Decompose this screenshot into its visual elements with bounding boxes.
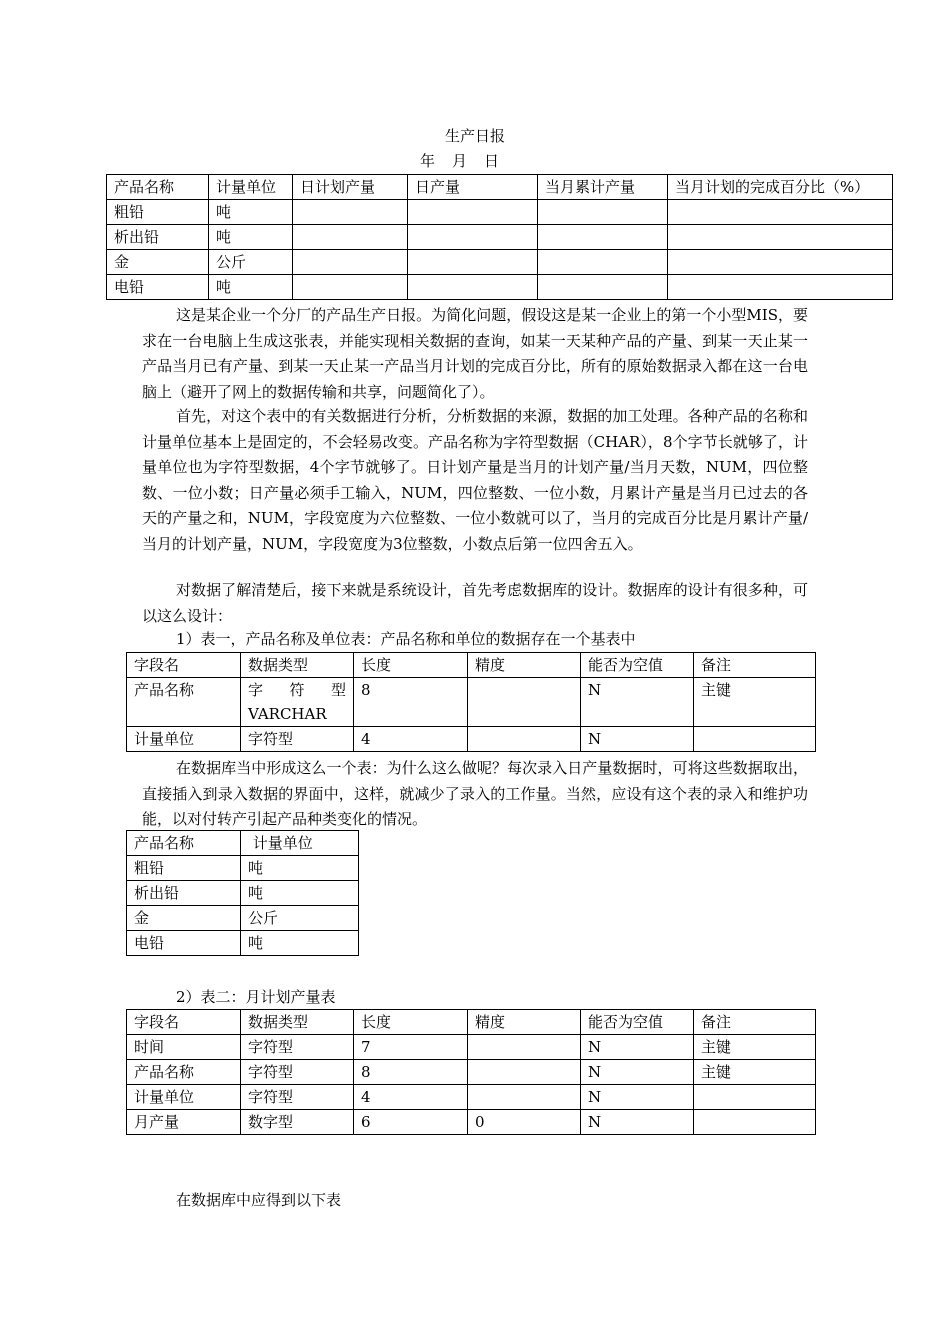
table-cell: 吨 <box>241 856 359 881</box>
table-cell <box>468 727 581 752</box>
table-cell: 产品名称 <box>127 1060 241 1085</box>
table-cell: N <box>581 678 694 727</box>
table-cell: 粗铅 <box>127 856 241 881</box>
table-cell: N <box>581 1085 694 1110</box>
table-cell: 7 <box>354 1035 468 1060</box>
table-cell <box>468 1060 581 1085</box>
table-row <box>127 1060 816 1085</box>
header-cell: 日产量 <box>408 175 538 200</box>
table-cell: 数字型 <box>241 1110 354 1135</box>
table-cell: N <box>581 1060 694 1085</box>
datatype-char: 型 <box>330 681 346 699</box>
table-row <box>127 727 816 752</box>
table-cell: 产品名称 <box>127 678 241 727</box>
table-cell: 字符型 <box>241 1035 354 1060</box>
header-cell: 精度 <box>468 1010 581 1035</box>
table-cell: N <box>581 727 694 752</box>
table-cell-datatype <box>241 678 354 727</box>
table-cell: 字符型 <box>241 1060 354 1085</box>
table-cell: 主键 <box>694 1060 816 1085</box>
table-cell: 金 <box>107 250 209 275</box>
table-cell <box>408 225 538 250</box>
table-cell <box>538 200 668 225</box>
table-row <box>127 1035 816 1060</box>
header-cell: 字段名 <box>127 1010 241 1035</box>
table-cell: 吨 <box>209 200 293 225</box>
table-cell <box>668 225 893 250</box>
table-cell <box>538 250 668 275</box>
table2-monthly-plan <box>126 1009 816 1135</box>
table-cell: N <box>581 1035 694 1060</box>
header-cell: 当月累计产量 <box>538 175 668 200</box>
table-cell: 吨 <box>209 225 293 250</box>
product-unit-table <box>126 830 359 956</box>
table-cell: 粗铅 <box>107 200 209 225</box>
table-cell <box>538 275 668 300</box>
table-row <box>107 250 893 275</box>
table-cell: 析出铅 <box>127 881 241 906</box>
table-cell <box>408 250 538 275</box>
header-cell: 备注 <box>694 653 816 678</box>
table-cell <box>468 678 581 727</box>
table-cell: 8 <box>354 678 468 727</box>
table-cell <box>293 225 408 250</box>
header-cell: 日计划产量 <box>293 175 408 200</box>
paragraph-analysis: 首先，对这个表中的有关数据进行分析，分析数据的来源，数据的加工处理。各种产品的名称和计量单位基本上是固定的，不会轻易改变。产品名称为字符型数据（CHAR），8个字节长就够了，计量单位也为字符型数据，4个字节就够了。日计划产量是当月的计划产量/当月天数，NUM，四位整数、一位小数；日产量必须手工输入，NUM，四位整数、一位小数，月累计产量是当月已过去的各天的产量之和，NUM，字段宽度为六位整数、一位小数就可以了，当月的完成百分比是月累计产量/当月的计划产量，NUM，字段宽度为3位整数，小数点后第一位四舍五入。 <box>142 407 808 553</box>
table-cell: 4 <box>354 1085 468 1110</box>
table-row <box>127 1110 816 1135</box>
table-cell: 析出铅 <box>107 225 209 250</box>
table1-caption: 1）表一，产品名称及单位表：产品名称和单位的数据存在一个基表中 <box>176 630 636 648</box>
table-cell: 吨 <box>241 931 359 956</box>
header-cell: 备注 <box>694 1010 816 1035</box>
table-row <box>127 906 359 931</box>
table-cell: 电铅 <box>107 275 209 300</box>
table-cell <box>293 200 408 225</box>
table-cell: 时间 <box>127 1035 241 1060</box>
table-cell: 金 <box>127 906 241 931</box>
header-cell: 数据类型 <box>241 653 354 678</box>
datatype-varchar: VARCHAR <box>248 705 327 723</box>
table-cell: 主键 <box>694 678 816 727</box>
table-cell: 8 <box>354 1060 468 1085</box>
table-header-row <box>127 653 816 678</box>
table-row <box>127 856 359 881</box>
table-cell: 4 <box>354 727 468 752</box>
report-title: 生产日报 <box>444 127 505 145</box>
table-row <box>107 200 893 225</box>
header-cell: 产品名称 <box>127 831 241 856</box>
header-cell: 计量单位 <box>241 831 359 856</box>
table-cell: 月产量 <box>127 1110 241 1135</box>
header-cell: 当月计划的完成百分比（%） <box>668 175 893 200</box>
table-cell <box>293 250 408 275</box>
paragraph-design: 对数据了解清楚后，接下来就是系统设计，首先考虑数据库的设计。数据库的设计有很多种，可以这么设计： <box>142 581 808 625</box>
header-cell: 长度 <box>354 1010 468 1035</box>
table-cell: 公斤 <box>209 250 293 275</box>
closing-line: 在数据库中应得到以下表 <box>176 1191 342 1209</box>
header-cell: 长度 <box>354 653 468 678</box>
table-row <box>127 678 816 727</box>
table-cell <box>408 200 538 225</box>
table-cell: 字符型 <box>241 727 354 752</box>
table-cell: 6 <box>354 1110 468 1135</box>
paragraph-explanation: 在数据库当中形成这么一个表：为什么这么做呢？每次录入日产量数据时，可将这些数据取出，直接插入到录入数据的界面中，这样，就减少了录入的工作量。当然，应设有这个表的录入和维护功能，以对付转产引起产品种类变化的情况。 <box>142 759 808 829</box>
table-row <box>107 275 893 300</box>
table-cell <box>408 275 538 300</box>
table-row <box>107 225 893 250</box>
table-cell: 计量单位 <box>127 727 241 752</box>
paragraph-intro: 这是某企业一个分厂的产品生产日报。为简化问题，假设这是某一企业上的第一个小型MIS，要求在一台电脑上生成这张表，并能实现相关数据的查询，如某一天某种产品的产量、到某一天止某一产品当月已有产量、到某一天止某一产品当月计划的完成百分比，所有的原始数据录入都在这一台电脑上（避开了网上的数据传输和共享，问题简化了）。 <box>142 306 808 401</box>
header-cell: 数据类型 <box>241 1010 354 1035</box>
header-cell: 能否为空值 <box>581 653 694 678</box>
table-cell: 吨 <box>209 275 293 300</box>
table-cell: 吨 <box>241 881 359 906</box>
table-cell <box>668 275 893 300</box>
table-cell: 字符型 <box>241 1085 354 1110</box>
table-row <box>127 1085 816 1110</box>
datatype-char: 字 <box>248 681 264 699</box>
table-header-row <box>107 175 893 200</box>
header-cell: 能否为空值 <box>581 1010 694 1035</box>
datatype-char: 符 <box>289 681 305 699</box>
header-cell: 字段名 <box>127 653 241 678</box>
table-cell: 公斤 <box>241 906 359 931</box>
table-row <box>127 931 359 956</box>
table2-caption: 2）表二：月计划产量表 <box>176 988 336 1006</box>
daily-report-table <box>106 174 893 300</box>
table-cell <box>694 1110 816 1135</box>
table-cell <box>468 1085 581 1110</box>
table-cell: N <box>581 1110 694 1135</box>
table-header-row <box>127 1010 816 1035</box>
table-cell <box>538 225 668 250</box>
table-cell: 主键 <box>694 1035 816 1060</box>
table-header-row <box>127 831 359 856</box>
table-cell <box>293 275 408 300</box>
table-cell: 计量单位 <box>127 1085 241 1110</box>
report-dateline: 年 月 日 <box>419 152 500 170</box>
table-cell <box>668 250 893 275</box>
datatype-spread <box>248 678 353 702</box>
table-cell <box>468 1035 581 1060</box>
header-cell: 计量单位 <box>209 175 293 200</box>
table-cell <box>694 727 816 752</box>
table-cell <box>668 200 893 225</box>
table-row <box>127 881 359 906</box>
header-cell: 精度 <box>468 653 581 678</box>
table-cell: 电铅 <box>127 931 241 956</box>
table-cell: 0 <box>468 1110 581 1135</box>
header-cell: 产品名称 <box>107 175 209 200</box>
table1-field-definitions <box>126 652 816 752</box>
table-cell <box>694 1085 816 1110</box>
